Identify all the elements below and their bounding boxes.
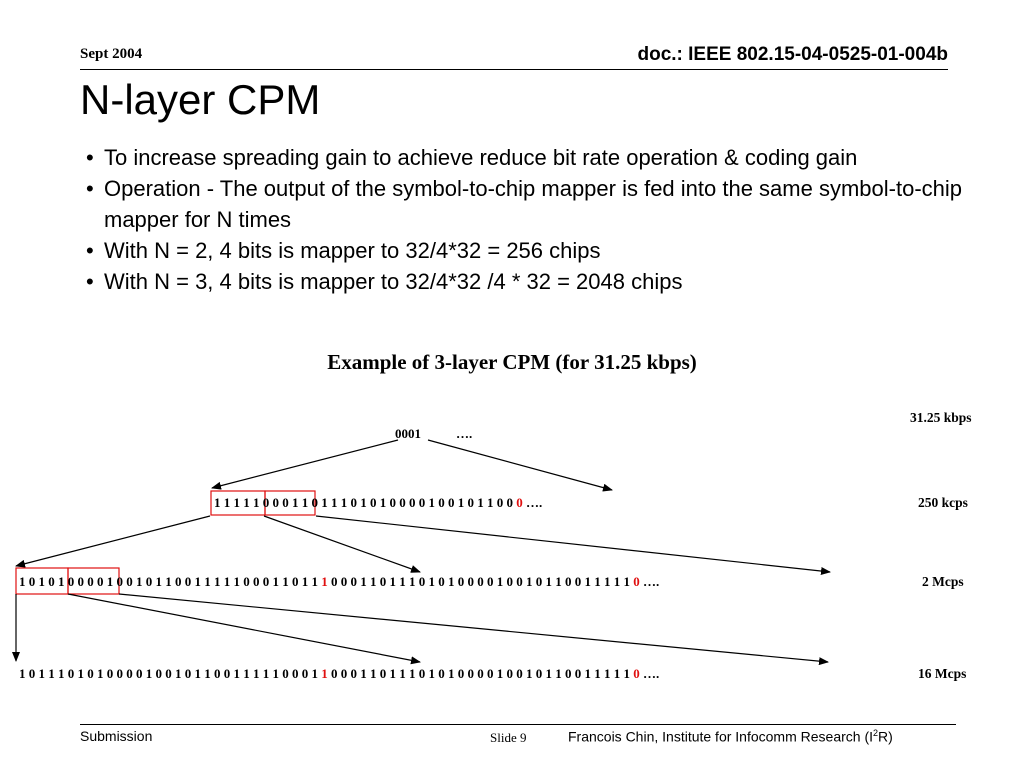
bullet-item: • With N = 3, 4 bits is mapper to 32/4*32 /4 * 32 = 2048 chips	[86, 266, 966, 297]
example-title: Example of 3-layer CPM (for 31.25 kbps)	[327, 350, 697, 374]
l2-mid-red: 1	[321, 574, 328, 589]
l2-ellipsis: ….	[643, 574, 660, 589]
level1-row	[214, 495, 542, 511]
l3-ellipsis: ….	[643, 666, 660, 681]
footer-author-prefix: Francois Chin, Institute for Infocomm Research (I	[568, 728, 873, 745]
level2-row	[19, 574, 659, 590]
bullet-item: • To increase spreading gain to achieve reduce bit rate operation & coding gain	[86, 142, 966, 173]
arrow-l0-right	[428, 440, 612, 490]
l1-group1: 1 1 1 1	[214, 495, 250, 510]
l2-group1: 1 0 1 0	[19, 574, 55, 589]
footer-submission: Submission	[80, 728, 153, 744]
level0-bits: 0001	[395, 426, 421, 441]
footer-author-sup: 2	[873, 728, 879, 738]
arrow-l2-g2-right	[119, 594, 828, 662]
l3-mid-red: 1	[321, 666, 328, 681]
rate-level1: 250 kcps	[918, 495, 968, 510]
l2-group2: 1 0 0 0	[58, 574, 94, 589]
rate-level0: 31.25 kbps	[910, 410, 972, 425]
l3-last: 0	[633, 666, 640, 681]
l1-rest: 1 1 0 1 1 1 0 1 0 1 0 0 0 0 1 0 0 1 0 1 1 0 0	[292, 495, 513, 510]
bullet-item: • Operation - The output of the symbol-to-chip mapper is fed into the same symbol-to-chip mapper for N times	[86, 173, 966, 235]
l1-ellipsis: ….	[526, 495, 543, 510]
footer-author	[568, 728, 893, 745]
arrow-l2-g1-right	[68, 594, 420, 662]
arrow-l1-g2-right	[316, 516, 830, 572]
arrow-l1-g1-left	[16, 516, 210, 566]
l3-part1: 1 0 1 1 1 0 1 0 1 0 0 0 0 1 0 0 1 0 1 1 0 0 1 1 1 1 1 0 0 0 1	[19, 666, 318, 681]
header-date: Sept 2004	[80, 46, 143, 62]
footer-slide-number: Slide 9	[490, 730, 527, 745]
l2-part1: 0 1 0 0 1 0 1 1 0 0 1 1 1 1 1 0 0 0 1 1 0 1 1	[97, 574, 318, 589]
arrow-l0-left	[212, 440, 398, 488]
l1-last: 0	[516, 495, 523, 510]
l2-last: 0	[633, 574, 640, 589]
bullet-item: • With N = 2, 4 bits is mapper to 32/4*32 = 256 chips	[86, 235, 966, 266]
rate-level3: 16 Mcps	[918, 666, 967, 681]
slide-title: N-layer CPM	[80, 76, 321, 123]
level0-ellipsis: ….	[456, 426, 473, 441]
footer-rule	[80, 724, 956, 725]
l2-part2: 0 0 0 1 1 0 1 1 1 0 1 0 1 0 0 0 0 1 0 0 1 0 1 1 0 0 1 1 1 1 1	[331, 574, 630, 589]
header-doc-id: doc.: IEEE 802.15-04-0525-01-004b	[637, 44, 948, 65]
footer-author-suffix: R)	[878, 728, 893, 745]
rate-level2: 2 Mcps	[922, 574, 964, 589]
l3-part2: 0 0 0 1 1 0 1 1 1 0 1 0 1 0 0 0 0 1 0 0 1 0 1 1 0 0 1 1 1 1 1	[331, 666, 630, 681]
l1-group2: 1 0 0 0	[253, 495, 289, 510]
level3-row	[19, 666, 659, 682]
